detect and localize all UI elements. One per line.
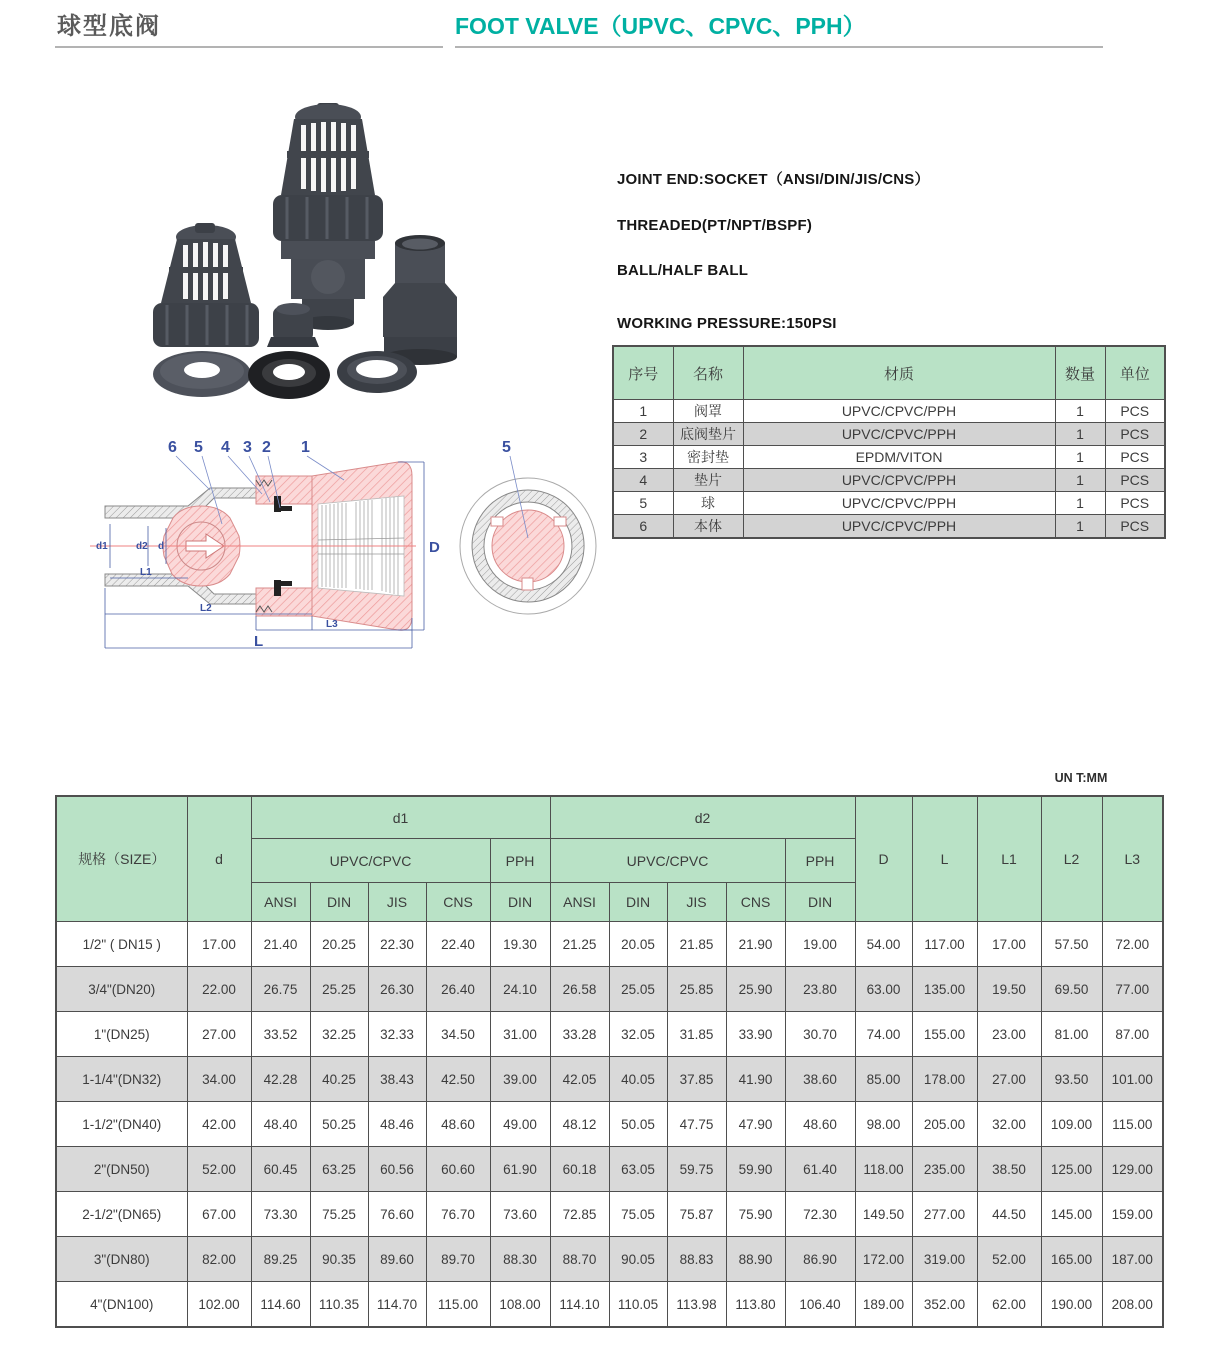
dim-value-cell: 69.50 <box>1041 967 1102 1012</box>
dim-value-cell: 34.50 <box>426 1012 490 1057</box>
parts-table-cell: 1 <box>1055 446 1105 469</box>
dim-value-cell: 89.25 <box>251 1237 310 1282</box>
parts-table-cell: UPVC/CPVC/PPH <box>743 400 1055 423</box>
parts-table-cell: 4 <box>613 469 673 492</box>
parts-table-cell: PCS <box>1105 423 1165 446</box>
spec-list <box>617 168 1157 360</box>
dim-value-cell: 21.25 <box>550 922 609 967</box>
col-d1-jis: JIS <box>368 883 426 922</box>
dim-size-cell: 1-1/2"(DN40) <box>56 1102 187 1147</box>
spec-ball: BALL/HALF BALL <box>617 262 749 279</box>
dim-value-cell: 40.05 <box>609 1057 667 1102</box>
dim-value-cell: 22.30 <box>368 922 426 967</box>
dim-table-row <box>56 1282 1163 1328</box>
dim-value-cell: 26.40 <box>426 967 490 1012</box>
dim-value-cell: 77.00 <box>1102 967 1163 1012</box>
dim-value-cell: 52.00 <box>187 1147 251 1192</box>
dim-value-cell: 17.00 <box>977 922 1041 967</box>
parts-table-cell: 密封垫 <box>673 446 743 469</box>
dim-value-cell: 115.00 <box>1102 1102 1163 1147</box>
dim-value-cell: 145.00 <box>1041 1192 1102 1237</box>
dim-value-cell: 63.05 <box>609 1147 667 1192</box>
dim-value-cell: 87.00 <box>1102 1012 1163 1057</box>
page-title-cn: 球型底阀 <box>57 13 161 40</box>
dim-value-cell: 75.25 <box>310 1192 368 1237</box>
dim-size-cell: 1"(DN25) <box>56 1012 187 1057</box>
dim-value-cell: 27.00 <box>977 1057 1041 1102</box>
small-cage <box>153 223 259 347</box>
parts-table-cell: PCS <box>1105 515 1165 539</box>
svg-text:L3: L3 <box>326 619 338 630</box>
dim-value-cell: 149.50 <box>855 1192 912 1237</box>
spec-threaded: THREADED(PT/NPT/BSPF) <box>617 217 813 234</box>
parts-table-cell: 1 <box>1055 469 1105 492</box>
dim-value-cell: 135.00 <box>912 967 977 1012</box>
dim-value-cell: 190.00 <box>1041 1282 1102 1328</box>
dim-value-cell: 117.00 <box>912 922 977 967</box>
col-group-d2: d2 <box>550 796 855 839</box>
parts-header-qty: 数量 <box>1055 346 1105 400</box>
dim-value-cell: 90.35 <box>310 1237 368 1282</box>
dim-value-cell: 82.00 <box>187 1237 251 1282</box>
col-group-d1-upvc: UPVC/CPVC <box>251 839 490 883</box>
svg-text:4: 4 <box>221 439 230 456</box>
dim-value-cell: 19.30 <box>490 922 550 967</box>
dim-value-cell: 57.50 <box>1041 922 1102 967</box>
parts-table-cell: UPVC/CPVC/PPH <box>743 515 1055 539</box>
dim-value-cell: 42.50 <box>426 1057 490 1102</box>
dim-value-cell: 38.43 <box>368 1057 426 1102</box>
col-d2-pph-din: DIN <box>785 883 855 922</box>
dim-value-cell: 75.87 <box>667 1192 726 1237</box>
dim-value-cell: 60.18 <box>550 1147 609 1192</box>
col-header-L: L <box>912 796 977 922</box>
dim-value-cell: 110.05 <box>609 1282 667 1328</box>
dim-value-cell: 26.58 <box>550 967 609 1012</box>
page-title-en: FOOT VALVE（UPVC、CPVC、PPH） <box>455 13 866 39</box>
parts-header-name: 名称 <box>673 346 743 400</box>
dim-value-cell: 50.25 <box>310 1102 368 1147</box>
dim-value-cell: 205.00 <box>912 1102 977 1147</box>
parts-header-material: 材质 <box>743 346 1055 400</box>
svg-text:d2: d2 <box>136 541 148 552</box>
dim-value-cell: 106.40 <box>785 1282 855 1328</box>
dim-value-cell: 32.00 <box>977 1102 1041 1147</box>
col-header-L2: L2 <box>1041 796 1102 922</box>
dim-value-cell: 89.70 <box>426 1237 490 1282</box>
dim-value-cell: 26.75 <box>251 967 310 1012</box>
dim-value-cell: 113.98 <box>667 1282 726 1328</box>
dim-value-cell: 61.40 <box>785 1147 855 1192</box>
dim-value-cell: 31.00 <box>490 1012 550 1057</box>
dim-value-cell: 114.70 <box>368 1282 426 1328</box>
dim-value-cell: 72.30 <box>785 1192 855 1237</box>
dim-table-row <box>56 1237 1163 1282</box>
dim-value-cell: 38.60 <box>785 1057 855 1102</box>
dim-value-cell: 67.00 <box>187 1192 251 1237</box>
foot-valve-photo-illustration <box>65 85 580 420</box>
parts-header-unit: 单位 <box>1105 346 1165 400</box>
dimension-table <box>55 795 1162 1328</box>
dim-size-cell: 3"(DN80) <box>56 1237 187 1282</box>
dim-value-cell: 125.00 <box>1041 1147 1102 1192</box>
callout-numbers <box>168 439 310 456</box>
dim-value-cell: 38.50 <box>977 1147 1041 1192</box>
dim-value-cell: 277.00 <box>912 1192 977 1237</box>
dim-value-cell: 27.00 <box>187 1012 251 1057</box>
parts-table-cell: PCS <box>1105 492 1165 515</box>
col-header-size: 规格（SIZE） <box>56 796 187 922</box>
parts-table-cell: 垫片 <box>673 469 743 492</box>
dim-size-cell: 1/2" ( DN15 ) <box>56 922 187 967</box>
dim-value-cell: 32.33 <box>368 1012 426 1057</box>
dim-value-cell: 60.56 <box>368 1147 426 1192</box>
dim-value-cell: 109.00 <box>1041 1102 1102 1147</box>
dim-value-cell: 48.46 <box>368 1102 426 1147</box>
parts-table-cell: PCS <box>1105 446 1165 469</box>
dim-value-cell: 48.12 <box>550 1102 609 1147</box>
dim-value-cell: 208.00 <box>1102 1282 1163 1328</box>
dim-value-cell: 90.05 <box>609 1237 667 1282</box>
col-group-d1: d1 <box>251 796 550 839</box>
gaskets <box>153 351 417 399</box>
dim-value-cell: 48.60 <box>785 1102 855 1147</box>
parts-table-cell: 2 <box>613 423 673 446</box>
dim-value-cell: 17.00 <box>187 922 251 967</box>
col-d1-pph-din: DIN <box>490 883 550 922</box>
dim-value-cell: 48.40 <box>251 1102 310 1147</box>
dim-value-cell: 19.00 <box>785 922 855 967</box>
parts-table-row <box>613 446 1165 469</box>
svg-text:d: d <box>158 541 165 552</box>
parts-header-no: 序号 <box>613 346 673 400</box>
dim-value-cell: 172.00 <box>855 1237 912 1282</box>
spec-working-pressure: WORKING PRESSURE:150PSI <box>617 315 837 332</box>
dim-value-cell: 25.05 <box>609 967 667 1012</box>
dim-value-cell: 59.75 <box>667 1147 726 1192</box>
dim-size-cell: 2"(DN50) <box>56 1147 187 1192</box>
dim-value-cell: 47.90 <box>726 1102 785 1147</box>
parts-table-row <box>613 423 1165 446</box>
dim-value-cell: 52.00 <box>977 1237 1041 1282</box>
large-valve <box>273 103 383 330</box>
dim-value-cell: 60.45 <box>251 1147 310 1192</box>
dim-value-cell: 72.00 <box>1102 922 1163 967</box>
dim-value-cell: 73.60 <box>490 1192 550 1237</box>
dim-value-cell: 19.50 <box>977 967 1041 1012</box>
dim-value-cell: 93.50 <box>1041 1057 1102 1102</box>
parts-table-cell: UPVC/CPVC/PPH <box>743 492 1055 515</box>
parts-table-row <box>613 515 1165 539</box>
parts-table-cell: PCS <box>1105 469 1165 492</box>
dim-size-cell: 1-1/4"(DN32) <box>56 1057 187 1102</box>
dim-value-cell: 39.00 <box>490 1057 550 1102</box>
dim-value-cell: 85.00 <box>855 1057 912 1102</box>
dim-value-cell: 37.85 <box>667 1057 726 1102</box>
dim-table-row <box>56 1147 1163 1192</box>
dim-value-cell: 88.83 <box>667 1237 726 1282</box>
col-group-d1-pph: PPH <box>490 839 550 883</box>
col-d1-din: DIN <box>310 883 368 922</box>
dim-value-cell: 54.00 <box>855 922 912 967</box>
parts-table-cell: 底阀垫片 <box>673 423 743 446</box>
dim-size-cell: 2-1/2"(DN65) <box>56 1192 187 1237</box>
dim-value-cell: 20.25 <box>310 922 368 967</box>
dim-value-cell: 26.30 <box>368 967 426 1012</box>
col-d1-ansi: ANSI <box>251 883 310 922</box>
parts-table-cell: 球 <box>673 492 743 515</box>
parts-table <box>612 345 1164 539</box>
dim-value-cell: 42.05 <box>550 1057 609 1102</box>
dim-value-cell: 22.00 <box>187 967 251 1012</box>
dim-value-cell: 81.00 <box>1041 1012 1102 1057</box>
parts-table-row <box>613 492 1165 515</box>
col-header-d: d <box>187 796 251 922</box>
svg-text:5: 5 <box>194 439 203 456</box>
svg-text:L1: L1 <box>140 567 152 578</box>
dim-value-cell: 25.25 <box>310 967 368 1012</box>
col-group-d2-pph: PPH <box>785 839 855 883</box>
dim-table-row <box>56 922 1163 967</box>
dim-value-cell: 178.00 <box>912 1057 977 1102</box>
spec-joint-end: JOINT END:SOCKET（ANSI/DIN/JIS/CNS） <box>617 171 930 188</box>
svg-text:2: 2 <box>262 439 271 456</box>
parts-table-cell: 1 <box>1055 423 1105 446</box>
parts-table-cell: 1 <box>1055 400 1105 423</box>
dim-table-row <box>56 1192 1163 1237</box>
header-rule-left <box>55 46 443 48</box>
parts-table-cell: 1 <box>1055 515 1105 539</box>
dim-value-cell: 129.00 <box>1102 1147 1163 1192</box>
dim-value-cell: 21.85 <box>667 922 726 967</box>
dim-value-cell: 32.25 <box>310 1012 368 1057</box>
dim-value-cell: 115.00 <box>426 1282 490 1328</box>
dim-value-cell: 102.00 <box>187 1282 251 1328</box>
dim-value-cell: 24.10 <box>490 967 550 1012</box>
dim-table-row <box>56 967 1163 1012</box>
parts-table-cell: EPDM/VITON <box>743 446 1055 469</box>
dim-value-cell: 155.00 <box>912 1012 977 1057</box>
dim-value-cell: 30.70 <box>785 1012 855 1057</box>
dim-value-cell: 20.05 <box>609 922 667 967</box>
dim-value-cell: 235.00 <box>912 1147 977 1192</box>
col-group-d2-upvc: UPVC/CPVC <box>550 839 785 883</box>
dim-value-cell: 42.00 <box>187 1102 251 1147</box>
parts-table-cell: 6 <box>613 515 673 539</box>
dim-size-cell: 4"(DN100) <box>56 1282 187 1328</box>
dim-value-cell: 59.90 <box>726 1147 785 1192</box>
dim-value-cell: 33.90 <box>726 1012 785 1057</box>
dim-value-cell: 76.60 <box>368 1192 426 1237</box>
dim-value-cell: 21.40 <box>251 922 310 967</box>
dim-value-cell: 44.50 <box>977 1192 1041 1237</box>
dim-value-cell: 61.90 <box>490 1147 550 1192</box>
dim-value-cell: 187.00 <box>1102 1237 1163 1282</box>
parts-table-cell: 1 <box>613 400 673 423</box>
dim-value-cell: 88.30 <box>490 1237 550 1282</box>
col-d1-cns: CNS <box>426 883 490 922</box>
dim-value-cell: 47.75 <box>667 1102 726 1147</box>
dim-value-cell: 76.70 <box>426 1192 490 1237</box>
dim-table-row <box>56 1102 1163 1147</box>
dim-value-cell: 189.00 <box>855 1282 912 1328</box>
dim-value-cell: 34.00 <box>187 1057 251 1102</box>
dim-value-cell: 25.85 <box>667 967 726 1012</box>
dim-value-cell: 98.00 <box>855 1102 912 1147</box>
parts-table-cell: 1 <box>1055 492 1105 515</box>
svg-text:d1: d1 <box>96 541 108 552</box>
dim-value-cell: 74.00 <box>855 1012 912 1057</box>
dim-table-row <box>56 1057 1163 1102</box>
end-view <box>460 439 596 614</box>
dim-value-cell: 113.80 <box>726 1282 785 1328</box>
parts-table-cell: 3 <box>613 446 673 469</box>
col-d2-ansi: ANSI <box>550 883 609 922</box>
col-d2-cns: CNS <box>726 883 785 922</box>
dim-value-cell: 159.00 <box>1102 1192 1163 1237</box>
dim-value-cell: 25.90 <box>726 967 785 1012</box>
dim-value-cell: 165.00 <box>1041 1237 1102 1282</box>
parts-table-cell: 5 <box>613 492 673 515</box>
unit-note: UN T:MM <box>1054 771 1108 785</box>
svg-text:D: D <box>429 539 440 556</box>
dim-value-cell: 114.10 <box>550 1282 609 1328</box>
cross-section-drawing <box>60 418 620 668</box>
dim-value-cell: 32.05 <box>609 1012 667 1057</box>
dim-value-cell: 75.05 <box>609 1192 667 1237</box>
svg-text:1: 1 <box>301 439 310 456</box>
dim-value-cell: 73.30 <box>251 1192 310 1237</box>
header-rule-right <box>455 46 1103 48</box>
dim-value-cell: 72.85 <box>550 1192 609 1237</box>
col-d2-din: DIN <box>609 883 667 922</box>
dim-value-cell: 89.60 <box>368 1237 426 1282</box>
parts-table-cell: 阀罩 <box>673 400 743 423</box>
dim-value-cell: 41.90 <box>726 1057 785 1102</box>
parts-table-row <box>613 469 1165 492</box>
technical-drawing <box>60 418 620 668</box>
dim-value-cell: 319.00 <box>912 1237 977 1282</box>
dim-value-cell: 50.05 <box>609 1102 667 1147</box>
dim-value-cell: 23.00 <box>977 1012 1041 1057</box>
dim-value-cell: 48.60 <box>426 1102 490 1147</box>
col-header-D: D <box>855 796 912 922</box>
dim-value-cell: 88.90 <box>726 1237 785 1282</box>
dim-value-cell: 86.90 <box>785 1237 855 1282</box>
product-photo <box>65 85 580 420</box>
parts-table-cell: UPVC/CPVC/PPH <box>743 423 1055 446</box>
dim-value-cell: 108.00 <box>490 1282 550 1328</box>
socket-adapter <box>383 235 457 365</box>
small-cap <box>267 303 319 347</box>
dim-value-cell: 62.00 <box>977 1282 1041 1328</box>
dim-value-cell: 22.40 <box>426 922 490 967</box>
col-header-L1: L1 <box>977 796 1041 922</box>
svg-text:6: 6 <box>168 439 177 456</box>
parts-table-cell: 本体 <box>673 515 743 539</box>
parts-table-cell: PCS <box>1105 400 1165 423</box>
dim-value-cell: 40.25 <box>310 1057 368 1102</box>
dim-value-cell: 101.00 <box>1102 1057 1163 1102</box>
dim-table-row <box>56 1012 1163 1057</box>
dim-value-cell: 110.35 <box>310 1282 368 1328</box>
parts-table-row <box>613 400 1165 423</box>
dim-value-cell: 33.52 <box>251 1012 310 1057</box>
dim-value-cell: 60.60 <box>426 1147 490 1192</box>
svg-text:L: L <box>254 633 264 650</box>
parts-table-cell: UPVC/CPVC/PPH <box>743 469 1055 492</box>
svg-text:L2: L2 <box>200 603 212 614</box>
dim-value-cell: 63.00 <box>855 967 912 1012</box>
col-d2-jis: JIS <box>667 883 726 922</box>
dim-value-cell: 23.80 <box>785 967 855 1012</box>
dim-size-cell: 3/4"(DN20) <box>56 967 187 1012</box>
col-header-L3: L3 <box>1102 796 1163 922</box>
dim-value-cell: 42.28 <box>251 1057 310 1102</box>
dim-value-cell: 49.00 <box>490 1102 550 1147</box>
dim-value-cell: 63.25 <box>310 1147 368 1192</box>
dim-value-cell: 33.28 <box>550 1012 609 1057</box>
end-view-callout: 5 <box>502 439 511 456</box>
dim-value-cell: 75.90 <box>726 1192 785 1237</box>
dim-value-cell: 31.85 <box>667 1012 726 1057</box>
dim-value-cell: 118.00 <box>855 1147 912 1192</box>
svg-text:3: 3 <box>243 439 252 456</box>
dim-value-cell: 114.60 <box>251 1282 310 1328</box>
dim-value-cell: 352.00 <box>912 1282 977 1328</box>
dim-value-cell: 21.90 <box>726 922 785 967</box>
dim-value-cell: 88.70 <box>550 1237 609 1282</box>
